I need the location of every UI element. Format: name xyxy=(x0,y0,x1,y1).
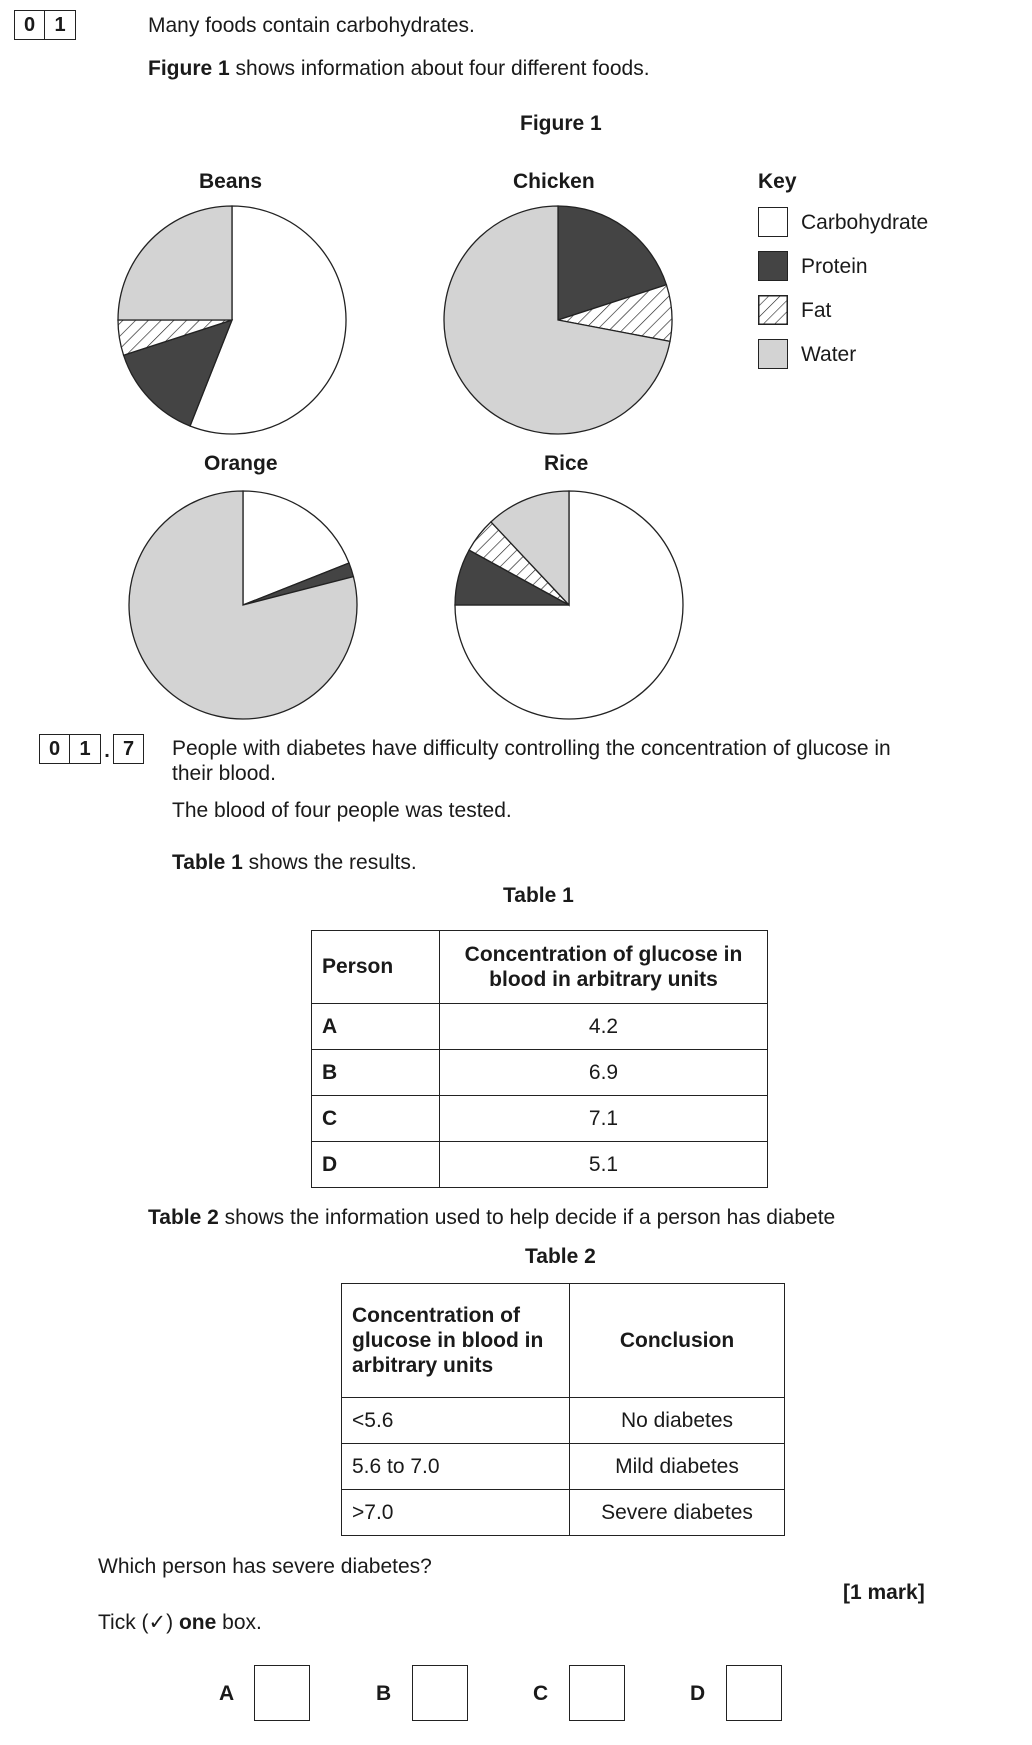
table-row: >7.0 Severe diabetes xyxy=(342,1490,785,1536)
table2-header-concentration: Concentration of glucose in blood in arbitrary units xyxy=(342,1284,570,1398)
table-row: 5.6 to 7.0 Mild diabetes xyxy=(342,1444,785,1490)
tick-box-a[interactable] xyxy=(254,1665,310,1721)
question-number-01-7: 0 1 . 7 xyxy=(39,734,144,764)
option-label-b: B xyxy=(376,1682,392,1705)
table2-title: Table 2 xyxy=(525,1245,596,1268)
pie-title-beans: Beans xyxy=(199,170,263,193)
option-label-d: D xyxy=(690,1682,706,1705)
intro-text: Many foods contain carbohydrates. xyxy=(148,14,475,37)
pie-title-orange: Orange xyxy=(204,452,278,475)
question-text-line2: their blood. xyxy=(172,762,276,785)
option-label-a: A xyxy=(219,1682,235,1705)
table1-reference: Table 1 shows the results. xyxy=(172,851,417,874)
key-label-water: Water xyxy=(801,343,857,366)
table1-header-concentration: Concentration of glucose in blood in arbitrary units xyxy=(440,931,768,1004)
tick-instruction: Tick (✓) one box. xyxy=(98,1611,262,1634)
table1-title: Table 1 xyxy=(503,884,574,907)
table1-header-row xyxy=(312,931,768,1004)
key-swatch-carbohydrate xyxy=(758,207,788,237)
table2 xyxy=(341,1283,785,1536)
table2-reference: Table 2 shows the information used to help decide if a person has diabete xyxy=(148,1206,836,1229)
tick-box-c[interactable] xyxy=(569,1665,625,1721)
question-text-line1: People with diabetes have difficulty controlling the concentration of glucose in xyxy=(172,737,891,760)
pie-charts-figure xyxy=(0,150,1032,730)
tick-box-d[interactable] xyxy=(726,1665,782,1721)
figure-title: Figure 1 xyxy=(520,112,602,135)
pie-title-chicken: Chicken xyxy=(513,170,595,193)
table1 xyxy=(311,930,768,1188)
table-row: <5.6 No diabetes xyxy=(342,1398,785,1444)
key-label-protein: Protein xyxy=(801,255,868,278)
question-text-line3: The blood of four people was tested. xyxy=(172,799,512,822)
key-title: Key xyxy=(758,170,797,193)
key-swatch-fat xyxy=(758,295,788,325)
question-number-01: 0 1 xyxy=(14,10,76,40)
question-prompt: Which person has severe diabetes? xyxy=(98,1555,432,1578)
key-label-fat: Fat xyxy=(801,299,832,322)
table2-header-row xyxy=(342,1284,785,1398)
figure-reference: Figure 1 shows information about four different foods. xyxy=(148,57,650,80)
tick-box-b[interactable] xyxy=(412,1665,468,1721)
table-row: A 4.2 xyxy=(312,1004,768,1050)
marks-label: [1 mark] xyxy=(843,1581,925,1604)
table1-header-person: Person xyxy=(312,931,440,1004)
table-row: B 6.9 xyxy=(312,1050,768,1096)
pie-title-rice: Rice xyxy=(544,452,589,475)
table-row: C 7.1 xyxy=(312,1096,768,1142)
key-swatch-water xyxy=(758,339,788,369)
table-row: D 5.1 xyxy=(312,1142,768,1188)
key-label-carbohydrate: Carbohydrate xyxy=(801,211,929,234)
option-label-c: C xyxy=(533,1682,549,1705)
pie-slice-beans-water xyxy=(118,206,232,320)
key-swatch-protein xyxy=(758,251,788,281)
table2-header-conclusion: Conclusion xyxy=(570,1284,785,1398)
